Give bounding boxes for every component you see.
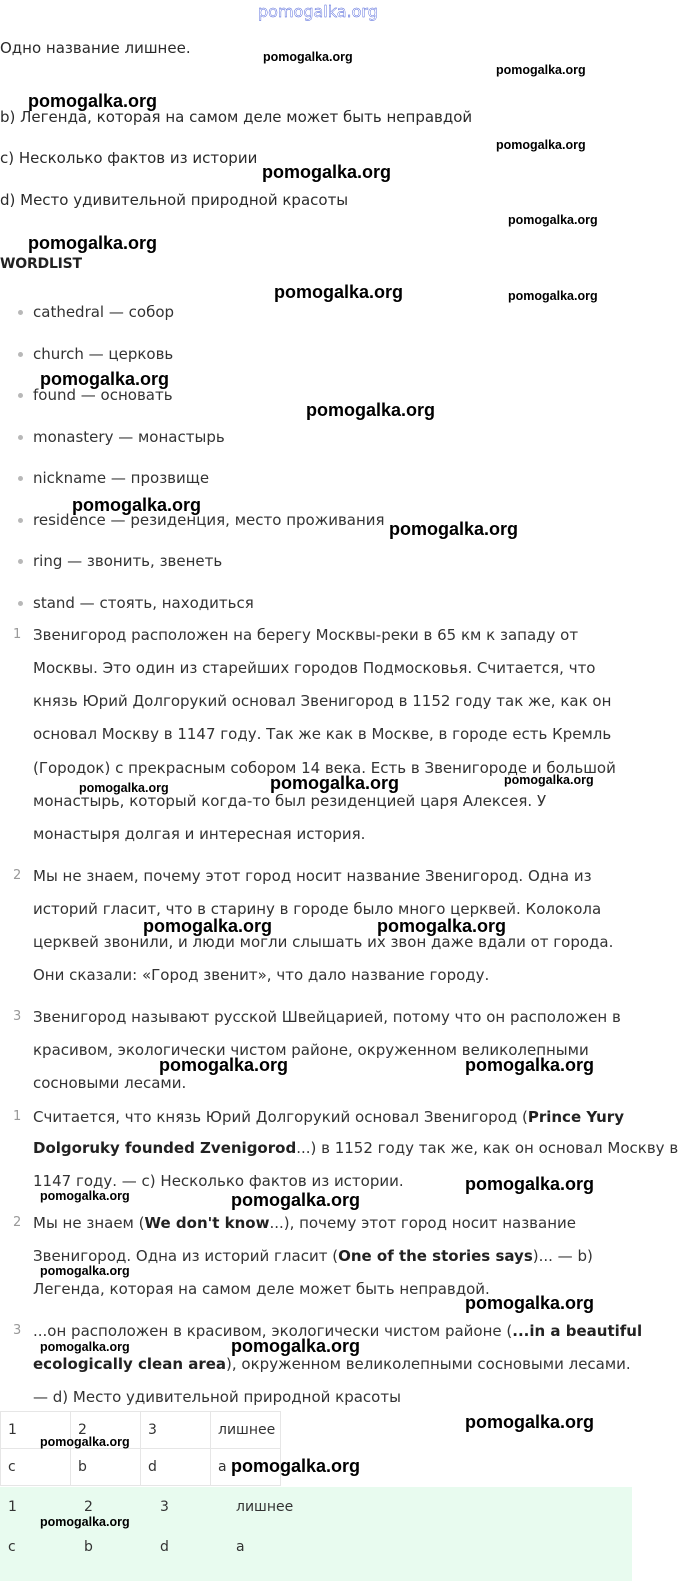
- table-cell: 3: [141, 1412, 211, 1449]
- watermark: pomogalka.org: [465, 1412, 595, 1432]
- watermark: pomogalka.org: [377, 916, 507, 936]
- bullet-icon: [18, 518, 23, 523]
- bullet-icon: [18, 393, 23, 398]
- watermark: pomogalka.org: [40, 1435, 130, 1449]
- bullet-icon: [18, 559, 23, 564]
- watermark: pomogalka.org: [465, 1174, 595, 1194]
- table-cell: c: [8, 1539, 16, 1555]
- watermark: pomogalka.org: [389, 519, 519, 539]
- watermark: pomogalka.org: [40, 369, 170, 389]
- watermark: pomogalka.org: [465, 1293, 595, 1313]
- answer-number: 1: [13, 1109, 22, 1124]
- wordlist-title: WORDLIST: [0, 256, 82, 272]
- answer-line: Легенда, которая на самом деле может быть неправдой.: [33, 1280, 490, 1298]
- answer-line: Dolgoruky founded Zvenigorod...) в 1152 году так же, как он основал Москву в: [33, 1139, 678, 1157]
- watermark: pomogalka.org: [40, 1515, 130, 1529]
- table-cell: 1: [8, 1499, 17, 1515]
- answer-line: 1147 году. — c) Несколько фактов из истории.: [33, 1172, 404, 1190]
- paragraph-line: монастырь, который когда-то был резиденцией царя Алексея. У: [33, 792, 547, 810]
- table-cell: лишнее: [236, 1499, 294, 1515]
- watermark: pomogalka.org: [40, 1264, 130, 1278]
- table-cell: лишнее: [211, 1412, 281, 1449]
- table-cell: a: [211, 1449, 281, 1486]
- paragraph-number: 2: [13, 868, 22, 883]
- paragraph-line: Москвы. Это один из старейших городов Подмосковья. Считается, что: [33, 659, 596, 677]
- answer-line: Звенигород. Одна из историй гласит (One of the stories says)... — b): [33, 1247, 593, 1265]
- watermark: pomogalka.org: [504, 773, 594, 787]
- watermark: pomogalka.org: [40, 1189, 130, 1203]
- paragraph-line: сосновыми лесами.: [33, 1074, 187, 1092]
- paragraph-line: основал Москву в 1147 году. Так же как в Москве, в городе есть Кремль: [33, 725, 612, 743]
- watermark: pomogalka.org: [270, 773, 400, 793]
- paragraph-line: Мы не знаем, почему этот город носит название Звенигород. Одна из: [33, 867, 592, 885]
- table-cell: 1: [1, 1412, 71, 1449]
- answer-table-highlighted: [0, 1487, 632, 1581]
- wordlist-item: cathedral — собор: [33, 303, 175, 321]
- watermark: pomogalka.org: [28, 233, 158, 253]
- wordlist-item: found — основать: [33, 386, 173, 404]
- table-row: [0, 1527, 304, 1567]
- wordlist-item: church — церковь: [33, 345, 174, 363]
- bullet-icon: [18, 352, 23, 357]
- watermark: pomogalka.org: [40, 1340, 130, 1354]
- wordlist-item: monastery — монастырь: [33, 428, 225, 446]
- watermark: pomogalka.org: [262, 162, 392, 182]
- table-cell: c: [1, 1449, 71, 1486]
- watermark: pomogalka.org: [508, 213, 598, 227]
- paragraph-line: Они сказали: «Город звенит», что дало название городу.: [33, 966, 490, 984]
- option-b: b) Легенда, которая на самом деле может быть неправдой: [0, 108, 473, 126]
- answer-line: ecologically clean area), окруженном великолепными сосновыми лесами.: [33, 1355, 631, 1373]
- watermark: pomogalka.org: [79, 781, 169, 795]
- paragraph-number: 3: [13, 1009, 22, 1024]
- intro-line: Одно название лишнее.: [0, 39, 191, 57]
- top-watermark: pomogalka.org: [258, 2, 378, 21]
- answer-line: Считается, что князь Юрий Долгорукий основал Звенигород (Prince Yury: [33, 1108, 624, 1126]
- table-cell: b: [71, 1449, 141, 1486]
- watermark: pomogalka.org: [143, 916, 273, 936]
- wordlist-item: nickname — прозвище: [33, 469, 210, 487]
- paragraph-line: князь Юрий Долгорукий основал Звенигород в 1152 году так же, как он: [33, 692, 612, 710]
- watermark: pomogalka.org: [274, 282, 404, 302]
- answer-number: 2: [13, 1215, 22, 1230]
- watermark: pomogalka.org: [231, 1456, 361, 1476]
- table-cell: b: [84, 1539, 93, 1555]
- watermark: pomogalka.org: [231, 1336, 361, 1356]
- paragraph-line: монастыря долгая и интересная история.: [33, 825, 366, 843]
- watermark: pomogalka.org: [496, 138, 586, 152]
- paragraph-line: красивом, экологически чистом районе, окруженном великолепными: [33, 1041, 589, 1059]
- paragraph-line: Звенигород расположен на берегу Москвы-реки в 65 км к западу от: [33, 626, 579, 644]
- bullet-icon: [18, 476, 23, 481]
- watermark: pomogalka.org: [465, 1055, 595, 1075]
- watermark: pomogalka.org: [231, 1190, 361, 1210]
- table-cell: 2: [84, 1499, 93, 1515]
- paragraph-line: (Городок) с прекрасным собором 14 века. Есть в Звенигороде и большой: [33, 759, 616, 777]
- paragraph-number: 1: [13, 627, 22, 642]
- watermark: pomogalka.org: [263, 50, 353, 64]
- watermark: pomogalka.org: [72, 495, 202, 515]
- table-cell: d: [160, 1539, 169, 1555]
- watermark: pomogalka.org: [508, 289, 598, 303]
- watermark: pomogalka.org: [496, 63, 586, 77]
- wordlist-item: residence — резиденция, место проживания: [33, 511, 385, 529]
- bullet-icon: [18, 310, 23, 315]
- table-cell: 2: [71, 1412, 141, 1449]
- option-d: d) Место удивительной природной красоты: [0, 191, 349, 209]
- table-cell: 3: [160, 1499, 169, 1515]
- answer-line: Мы не знаем (We don't know...), почему этот город носит название: [33, 1214, 576, 1232]
- paragraph-line: Звенигород называют русской Швейцарией, потому что он расположен в: [33, 1008, 621, 1026]
- watermark: pomogalka.org: [159, 1055, 289, 1075]
- paragraph-line: церквей звонили, и люди могли слышать их звон даже вдали от города.: [33, 933, 614, 951]
- bullet-icon: [18, 435, 23, 440]
- answer-line: — d) Место удивительной природной красоты: [33, 1388, 401, 1406]
- watermark: pomogalka.org: [306, 400, 436, 420]
- paragraph-line: историй гласит, что в старину в городе было много церквей. Колокола: [33, 900, 602, 918]
- wordlist-item: ring — звонить, звенеть: [33, 552, 223, 570]
- answer-number: 3: [13, 1323, 22, 1338]
- option-c: c) Несколько фактов из истории: [0, 149, 258, 167]
- bullet-icon: [18, 601, 23, 606]
- table-cell: a: [236, 1539, 245, 1555]
- wordlist-item: stand — стоять, находиться: [33, 594, 254, 612]
- watermark: pomogalka.org: [28, 91, 158, 111]
- answer-line: ...он расположен в красивом, экологически чистом районе (...in a beautiful: [33, 1322, 643, 1340]
- table-cell: d: [141, 1449, 211, 1486]
